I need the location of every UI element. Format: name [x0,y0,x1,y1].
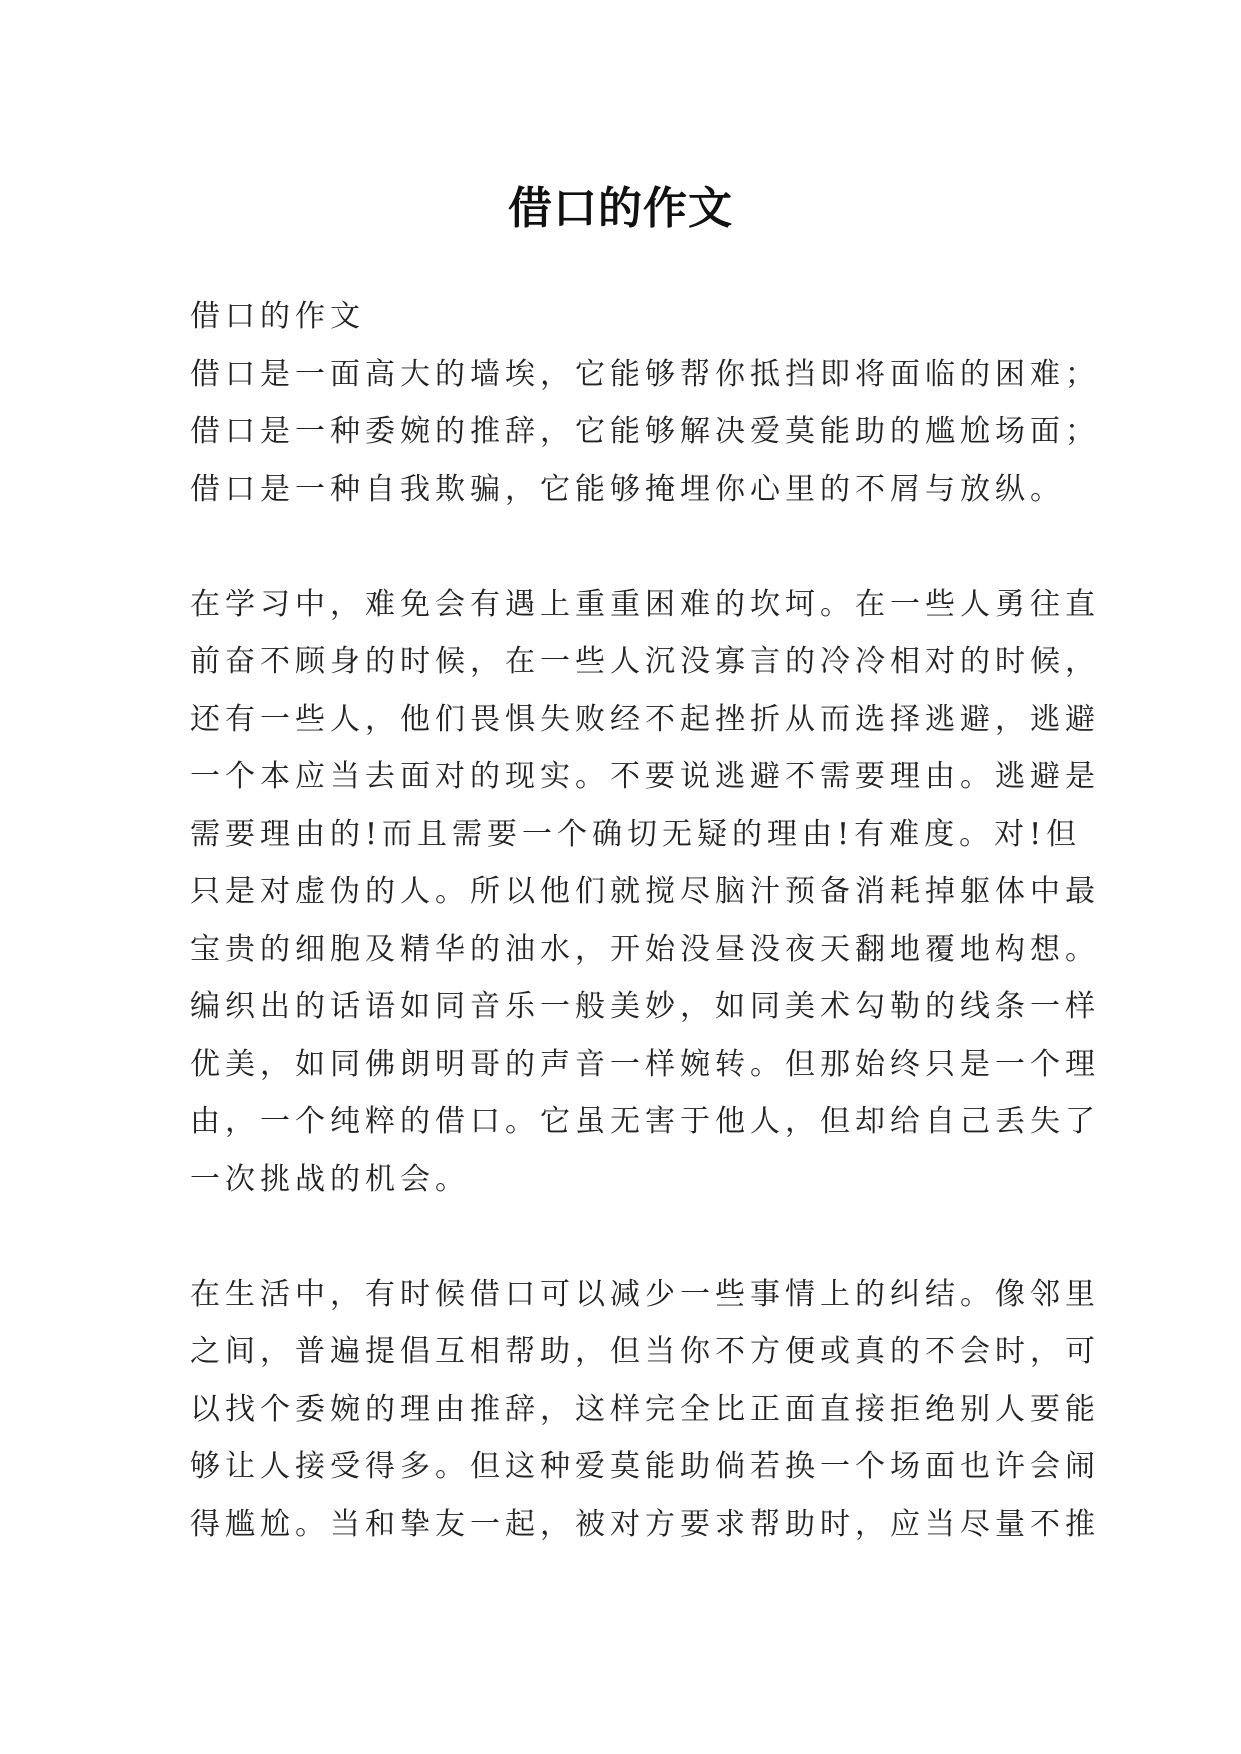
text-line: 得尴尬。当和挚友一起，被对方要求帮助时，应当尽量不推 [190,1506,1100,1542]
text-line: 一个本应当去面对的现实。不要说逃避不需要理由。逃避是 [190,759,1100,794]
text-line: 在学习中，难免会有遇上重重困难的坎坷。在一些人勇往直 [190,586,1100,622]
text-line: 在生活中，有时候借口可以减少一些事情上的纠结。像邻里 [190,1276,1100,1312]
document-title: 借口的作文 [508,183,733,235]
text-line: 只是对虚伪的人。所以他们就搅尽脑汁预备消耗掉躯体中最 [190,874,1100,909]
text-line: 还有一些人，他们畏惧失败经不起挫折从而选择逃避，逃避 [190,701,1100,737]
text-line: 借口是一种委婉的推辞，它能够解决爱莫能助的尴尬场面； [190,414,1100,449]
text-line: 由，一个纯粹的借口。它虽无害于他人，但却给自己丢失了 [190,1104,1100,1139]
text-line: 编织出的话语如同音乐一般美妙，如同美术勾勒的线条一样 [190,989,1100,1024]
text-line: 前奋不顾身的时候，在一些人沉没寡言的冷冷相对的时候， [190,644,1100,679]
text-line: 之间，普遍提倡互相帮助，但当你不方便或真的不会时，可 [190,1334,1100,1369]
text-line: 一次挑战的机会。 [190,1161,470,1197]
document-body [190,288,1100,1553]
text-line: 借口的作文 [190,299,365,334]
text-line: 借口是一种自我欺骗，它能够掩埋你心里的不屑与放纵。 [190,471,1065,507]
text-line: 宝贵的细胞及精华的油水，开始没昼没夜天翻地覆地构想。 [190,931,1100,967]
text-line: 需要理由的!而且需要一个确切无疑的理由!有难度。对!但 [190,816,1082,852]
paragraph-gap [190,518,1070,576]
paragraph-gap [190,1208,1070,1266]
text-line: 够让人接受得多。但这种爱莫能助倘若换一个场面也许会闹 [190,1449,1100,1484]
text-line: 优美，如同佛朗明哥的声音一样婉转。但那始终只是一个理 [190,1046,1100,1082]
text-line: 以找个委婉的理由推辞，这样完全比正面直接拒绝别人要能 [190,1391,1100,1427]
text-line: 借口是一面高大的墙埃，它能够帮你抵挡即将面临的困难； [190,356,1100,392]
